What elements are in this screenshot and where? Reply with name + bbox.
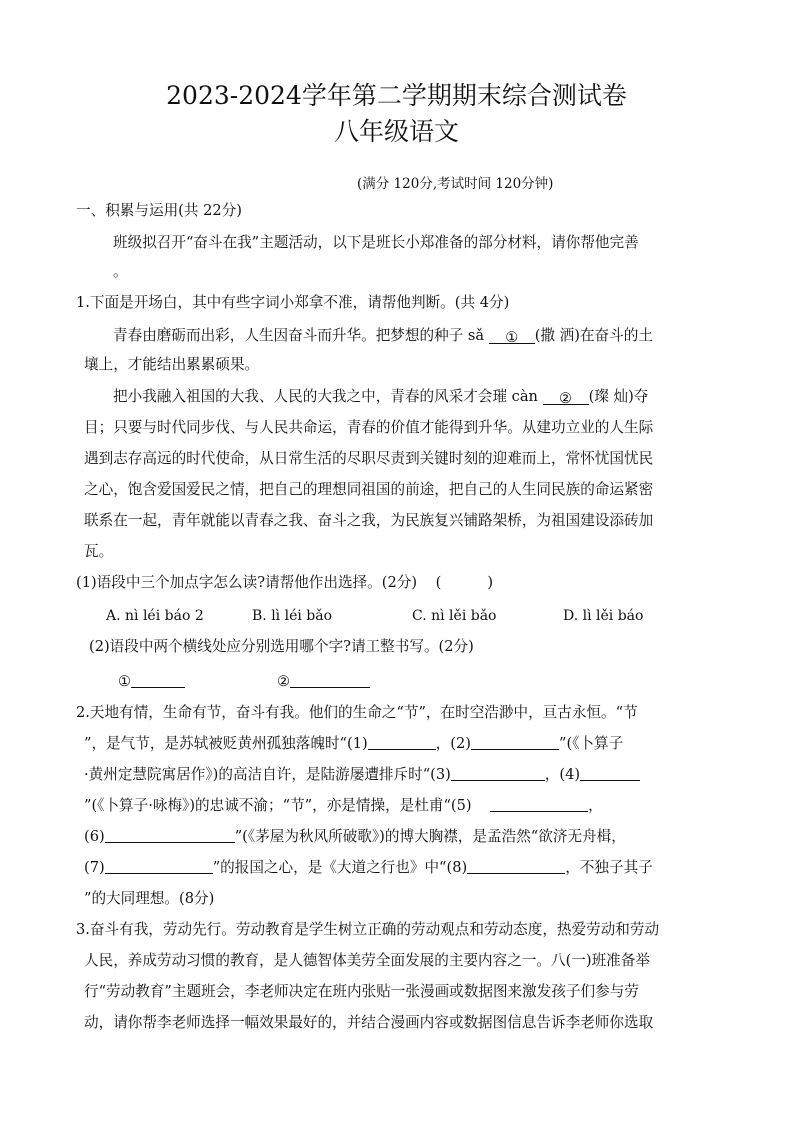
option-d[interactable]: D. lì lěi báo bbox=[563, 608, 644, 624]
answer-paren-close: ) bbox=[487, 574, 494, 591]
q2-text: ”(《卜算子·咏梅》)的忠诚不渝；“节”，亦是情操，是杜甫“(5) bbox=[84, 797, 472, 814]
question-2-line bbox=[84, 827, 626, 847]
poem-blank-5[interactable] bbox=[490, 796, 588, 812]
q2-text: ·黄州定慧院寓居作》)的高洁自许，是陆游屡遭排斥时“(3) bbox=[84, 766, 451, 783]
poem-blank-8[interactable] bbox=[467, 858, 565, 874]
question-2-line bbox=[84, 796, 603, 816]
answer-blank-2[interactable] bbox=[290, 672, 370, 688]
q2-text: ，(2) bbox=[435, 735, 471, 752]
question-2-line: ”的大同理想。(8分) bbox=[84, 890, 215, 907]
q1-passage-line: 瓦。 bbox=[84, 543, 114, 560]
poem-blank-2[interactable] bbox=[471, 734, 559, 750]
answer-blank-1[interactable] bbox=[131, 672, 185, 688]
q2-text: ”，是气节，是苏轼被贬黄州孤独落魄时“(1) bbox=[84, 735, 368, 752]
question-2-line bbox=[84, 858, 653, 878]
question-3-line: 人民，养成劳动习惯的教育，是人德智体美劳全面发展的主要内容之一。八(一)班准备举 bbox=[84, 952, 650, 969]
q1-text: 青春由磨砺而出彩，人生因奋斗而升华。把梦想的种子 sǎ bbox=[113, 327, 489, 344]
q1-sub1-text: (1)语段中三个加点字怎么读?请帮他作出选择。(2分) bbox=[76, 574, 418, 591]
q2-text: ，(4) bbox=[544, 766, 581, 783]
answer-line-2 bbox=[277, 672, 370, 692]
question-2-line: 2.天地有情，生命有节，奋斗有我。他们的生命之“节”，在时空浩渺中，亘古永恒。“节 bbox=[76, 704, 638, 721]
answer-label-2: ② bbox=[277, 673, 291, 690]
exam-title: 2023-2024学年第二学期期末综合测试卷 bbox=[166, 81, 627, 110]
q1-sub-question-2: (2)语段中两个横线处应分别选用哪个字?请工整书写。(2分) bbox=[89, 638, 474, 655]
q2-text: ”(《卜算子 bbox=[558, 735, 624, 752]
poem-blank-4[interactable] bbox=[580, 765, 640, 781]
question-2-line bbox=[84, 734, 623, 754]
q2-text: ，不独子其子 bbox=[565, 859, 653, 876]
exam-subtitle: 八年级语文 bbox=[333, 117, 459, 146]
q1-passage-line: 之心，饱含爱国爱民之情，把自己的理想同祖国的前途，把自己的人生同民族的命运紧密 bbox=[84, 481, 654, 498]
exam-note: (满分 120分,考试时间 120分钟) bbox=[357, 176, 554, 192]
q1-passage-line: 壤上，才能结出累累硕果。 bbox=[84, 356, 260, 373]
q1-text: (璨 灿)夺 bbox=[588, 388, 649, 405]
q2-text: (7) bbox=[84, 859, 105, 876]
question-3-line: 动，请你帮李老师选择一幅效果最好的，并结合漫画内容或数据图信息告诉李老师你选取 bbox=[84, 1014, 654, 1031]
intro-line: 班级拟召开“奋斗在我”主题活动，以下是班长小郑准备的部分材料，请你帮他完善 bbox=[113, 234, 639, 251]
q1-sub-question-1 bbox=[76, 573, 493, 593]
answer-label-1: ① bbox=[118, 673, 132, 690]
q2-text: ”的报国之心，是《大道之行也》中“(8) bbox=[212, 859, 468, 876]
poem-blank-3[interactable] bbox=[451, 765, 545, 781]
intro-line: 。 bbox=[113, 263, 128, 280]
answer-paren-open: ( bbox=[435, 574, 442, 591]
question-3-line: 行“劳动教育”主题班会，李老师决定在班内张贴一张漫画或数据图来激发孩子们参与劳 bbox=[84, 983, 639, 1000]
blank-1[interactable]: ① bbox=[489, 328, 535, 344]
poem-blank-1[interactable] bbox=[368, 734, 436, 750]
poem-blank-7[interactable] bbox=[105, 858, 213, 874]
q1-passage-line: 目；只要与时代同步伐、与人民共命运，青春的价值才能得到升华。从建功立业的人生际 bbox=[84, 419, 654, 436]
q2-text: ”(《茅屋为秋风所破歌》)的博大胸襟，是孟浩然“欲济无舟楫， bbox=[234, 828, 626, 845]
q1-passage-line: 遇到志存高远的时代使命，从日常生活的尽职尽责到关键时刻的迎难而上，常怀忧国忧民 bbox=[84, 450, 654, 467]
question-1-stem: 1.下面是开场白，其中有些字词小郑拿不准，请帮他判断。(共 4分) bbox=[76, 294, 510, 311]
option-c[interactable]: C. nì lěi bǎo bbox=[412, 608, 497, 624]
q1-text: (撒 洒)在奋斗的土 bbox=[534, 327, 653, 344]
q1-passage-line bbox=[113, 387, 648, 407]
question-3-line: 3.奋斗有我，劳动先行。劳动教育是学生树立正确的劳动观点和劳动态度，热爱劳动和劳动 bbox=[76, 921, 660, 938]
blank-2[interactable]: ② bbox=[543, 389, 589, 405]
question-2-line bbox=[84, 765, 640, 785]
q1-passage-line bbox=[113, 326, 653, 346]
answer-line-1 bbox=[118, 672, 185, 692]
option-b[interactable]: B. lì léi bǎo bbox=[252, 608, 333, 624]
section-heading: 一、积累与运用(共 22分) bbox=[76, 202, 242, 219]
q2-text: (6) bbox=[84, 828, 105, 845]
q1-text: 把小我融入祖国的大我、人民的大我之中，青春的风采才会璀 càn bbox=[113, 388, 543, 405]
q2-text: ， bbox=[588, 797, 603, 814]
option-a[interactable]: A. nì léi báo 2 bbox=[106, 608, 204, 624]
poem-blank-6[interactable] bbox=[105, 827, 235, 843]
q1-passage-line: 联系在一起，青年就能以青春之我、奋斗之我，为民族复兴铺路架桥，为祖国建设添砖加 bbox=[84, 512, 654, 529]
